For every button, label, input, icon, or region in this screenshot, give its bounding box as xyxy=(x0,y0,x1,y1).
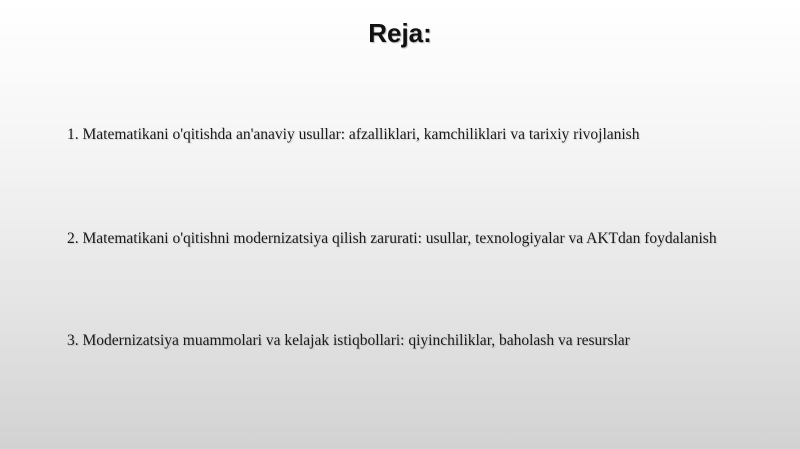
plan-item-2: 2. Matematikani o'qitishni modernizatsiya qilish zarurati: usullar, texnologiyalar va AKTdan foydalanish xyxy=(67,230,717,247)
plan-item-1: 1. Matematikani o'qitishda an'anaviy usullar: afzalliklari, kamchiliklari va tarixiy rivojlanish xyxy=(67,126,640,143)
slide-title: Reja: xyxy=(368,18,432,48)
plan-item-3: 3. Modernizatsiya muammolari va kelajak istiqbollari: qiyinchiliklar, baholash va resurslar xyxy=(67,332,630,349)
